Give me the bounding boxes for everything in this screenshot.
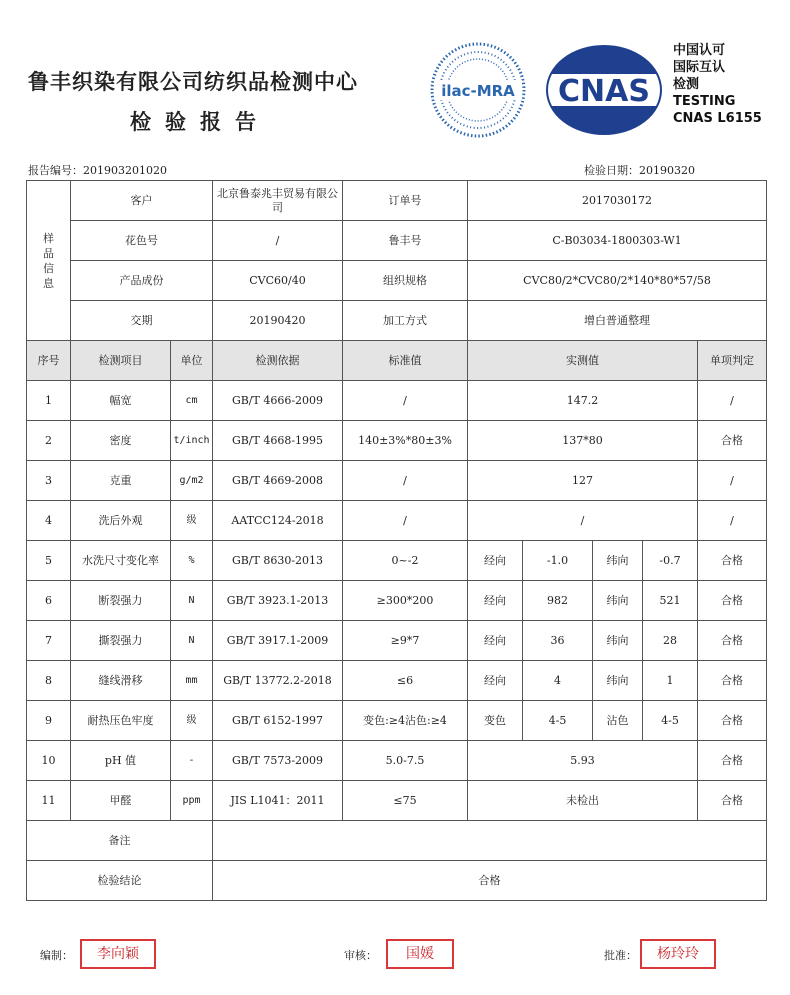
item-standard: ≥9*7: [343, 621, 468, 661]
info-label: 客户: [71, 181, 213, 221]
item-unit: %: [171, 541, 213, 581]
direction-label: 经向: [468, 661, 523, 701]
item-standard: 0~-2: [343, 541, 468, 581]
item-no: 1: [27, 381, 71, 421]
item-measured: /: [468, 501, 698, 541]
cnas-line: CNAS L6155: [673, 111, 762, 126]
table-row: [27, 621, 767, 661]
item-no: 9: [27, 701, 71, 741]
info-label: 组织规格: [343, 261, 468, 301]
item-name: 甲醛: [71, 781, 171, 821]
table-row: [27, 781, 767, 821]
column-header: 检测项目: [71, 341, 171, 381]
item-standard: ≥300*200: [343, 581, 468, 621]
item-verdict: 合格: [698, 781, 767, 821]
info-value: 北京鲁泰兆丰贸易有限公司: [213, 181, 343, 221]
item-verdict: 合格: [698, 581, 767, 621]
item-no: 10: [27, 741, 71, 781]
item-name: 缝线滑移: [71, 661, 171, 701]
table-row: [27, 741, 767, 781]
item-method: JIS L1041：2011: [213, 781, 343, 821]
item-no: 8: [27, 661, 71, 701]
info-row: [27, 221, 767, 261]
direction-label: 经向: [468, 621, 523, 661]
info-label: 订单号: [343, 181, 468, 221]
report-table: [26, 180, 767, 901]
report-title: 鲁丰织染有限公司纺织品检测中心: [28, 70, 358, 94]
info-row: [27, 181, 767, 221]
item-method: GB/T 4666-2009: [213, 381, 343, 421]
item-verdict: 合格: [698, 541, 767, 581]
item-no: 4: [27, 501, 71, 541]
sample-info-label: 样品信息: [27, 181, 71, 341]
item-verdict: 合格: [698, 421, 767, 461]
info-value: 20190420: [213, 301, 343, 341]
item-name: 克重: [71, 461, 171, 501]
table-row: [27, 381, 767, 421]
remarks-label: 备注: [27, 821, 213, 861]
item-standard: /: [343, 381, 468, 421]
direction-value: 4-5: [523, 701, 593, 741]
item-unit: -: [171, 741, 213, 781]
item-no: 2: [27, 421, 71, 461]
table-row: [27, 661, 767, 701]
direction-label: 沾色: [593, 701, 643, 741]
editor-label: 编制：: [40, 949, 73, 962]
item-name: 洗后外观: [71, 501, 171, 541]
conclusion-value: 合格: [213, 861, 767, 901]
cnas-logo-icon: [545, 44, 663, 136]
approver-signature-stamp: 杨玲玲: [640, 939, 716, 969]
approver-label: 批准：: [604, 949, 637, 962]
item-name: 水洗尺寸变化率: [71, 541, 171, 581]
cnas-line: TESTING: [673, 94, 736, 109]
item-standard: /: [343, 501, 468, 541]
item-no: 3: [27, 461, 71, 501]
table-row: [27, 581, 767, 621]
item-method: GB/T 4669-2008: [213, 461, 343, 501]
item-unit: g/m2: [171, 461, 213, 501]
item-unit: N: [171, 581, 213, 621]
reviewer-signature-stamp: 国媛: [386, 939, 454, 969]
item-method: GB/T 7573-2009: [213, 741, 343, 781]
info-label: 交期: [71, 301, 213, 341]
info-value: 2017030172: [468, 181, 767, 221]
item-measured: 未检出: [468, 781, 698, 821]
column-header: 实测值: [468, 341, 698, 381]
item-verdict: 合格: [698, 701, 767, 741]
item-verdict: 合格: [698, 661, 767, 701]
direction-value: 4: [523, 661, 593, 701]
item-name: 耐热压色牢度: [71, 701, 171, 741]
item-measured: 127: [468, 461, 698, 501]
editor-signature-stamp: 李向颖: [80, 939, 156, 969]
info-value: CVC80/2*CVC80/2*140*80*57/58: [468, 261, 767, 301]
info-value: C-B03034-1800303-W1: [468, 221, 767, 261]
direction-label: 纬向: [593, 581, 643, 621]
inspection-date: 检验日期：20190320: [584, 164, 695, 177]
column-header: 单项判定: [698, 341, 767, 381]
svg-text:CNAS: CNAS: [558, 74, 650, 109]
report-subtitle: 检验报告: [130, 110, 270, 134]
item-no: 6: [27, 581, 71, 621]
table-row: [27, 501, 767, 541]
item-measured: 5.93: [468, 741, 698, 781]
item-method: GB/T 3917.1-2009: [213, 621, 343, 661]
remarks-value: [213, 821, 767, 861]
item-standard: /: [343, 461, 468, 501]
table-row: [27, 541, 767, 581]
item-method: GB/T 4668-1995: [213, 421, 343, 461]
item-unit: t/inch: [171, 421, 213, 461]
item-method: GB/T 3923.1-2013: [213, 581, 343, 621]
info-row: [27, 301, 767, 341]
table-header-row: [27, 341, 767, 381]
report-number: 报告编号：201903201020: [28, 164, 167, 177]
item-unit: N: [171, 621, 213, 661]
direction-label: 变色: [468, 701, 523, 741]
ilac-mra-logo-icon: [428, 40, 528, 140]
table-row: [27, 461, 767, 501]
item-standard: ≤6: [343, 661, 468, 701]
info-label: 加工方式: [343, 301, 468, 341]
direction-value: 982: [523, 581, 593, 621]
item-no: 5: [27, 541, 71, 581]
remarks-row: [27, 821, 767, 861]
direction-value: 1: [643, 661, 698, 701]
item-standard: 140±3%*80±3%: [343, 421, 468, 461]
info-value: CVC60/40: [213, 261, 343, 301]
item-standard: 变色:≥4沾色:≥4: [343, 701, 468, 741]
item-unit: 级: [171, 701, 213, 741]
info-label: 花色号: [71, 221, 213, 261]
item-verdict: /: [698, 501, 767, 541]
direction-label: 经向: [468, 581, 523, 621]
column-header: 序号: [27, 341, 71, 381]
table-row: [27, 701, 767, 741]
item-verdict: 合格: [698, 621, 767, 661]
cnas-line: 国际互认: [673, 60, 726, 75]
cnas-line: 中国认可: [673, 43, 726, 58]
info-row: [27, 261, 767, 301]
cnas-line: 检测: [673, 77, 700, 92]
direction-value: 36: [523, 621, 593, 661]
info-label: 产品成份: [71, 261, 213, 301]
cnas-accreditation-text: [673, 42, 762, 127]
item-method: GB/T 8630-2013: [213, 541, 343, 581]
item-method: AATCC124-2018: [213, 501, 343, 541]
direction-label: 纬向: [593, 621, 643, 661]
column-header: 单位: [171, 341, 213, 381]
direction-label: 经向: [468, 541, 523, 581]
item-method: GB/T 6152-1997: [213, 701, 343, 741]
direction-label: 纬向: [593, 661, 643, 701]
item-verdict: 合格: [698, 741, 767, 781]
item-method: GB/T 13772.2-2018: [213, 661, 343, 701]
item-name: 密度: [71, 421, 171, 461]
item-name: 幅宽: [71, 381, 171, 421]
direction-value: 521: [643, 581, 698, 621]
info-value: 增白普通整理: [468, 301, 767, 341]
item-standard: 5.0-7.5: [343, 741, 468, 781]
conclusion-row: [27, 861, 767, 901]
info-label: 鲁丰号: [343, 221, 468, 261]
conclusion-label: 检验结论: [27, 861, 213, 901]
item-verdict: /: [698, 461, 767, 501]
table-row: [27, 421, 767, 461]
direction-value: -0.7: [643, 541, 698, 581]
direction-value: -1.0: [523, 541, 593, 581]
item-no: 7: [27, 621, 71, 661]
item-unit: cm: [171, 381, 213, 421]
item-standard: ≤75: [343, 781, 468, 821]
direction-value: 28: [643, 621, 698, 661]
direction-label: 纬向: [593, 541, 643, 581]
column-header: 标准值: [343, 341, 468, 381]
item-unit: mm: [171, 661, 213, 701]
item-name: pH 值: [71, 741, 171, 781]
svg-text:ilac-MRA: ilac-MRA: [441, 82, 515, 100]
item-name: 撕裂强力: [71, 621, 171, 661]
direction-value: 4-5: [643, 701, 698, 741]
item-name: 断裂强力: [71, 581, 171, 621]
item-measured: 147.2: [468, 381, 698, 421]
column-header: 检测依据: [213, 341, 343, 381]
item-unit: ppm: [171, 781, 213, 821]
item-verdict: /: [698, 381, 767, 421]
item-measured: 137*80: [468, 421, 698, 461]
item-no: 11: [27, 781, 71, 821]
info-value: /: [213, 221, 343, 261]
item-unit: 级: [171, 501, 213, 541]
reviewer-label: 审核：: [344, 949, 377, 962]
